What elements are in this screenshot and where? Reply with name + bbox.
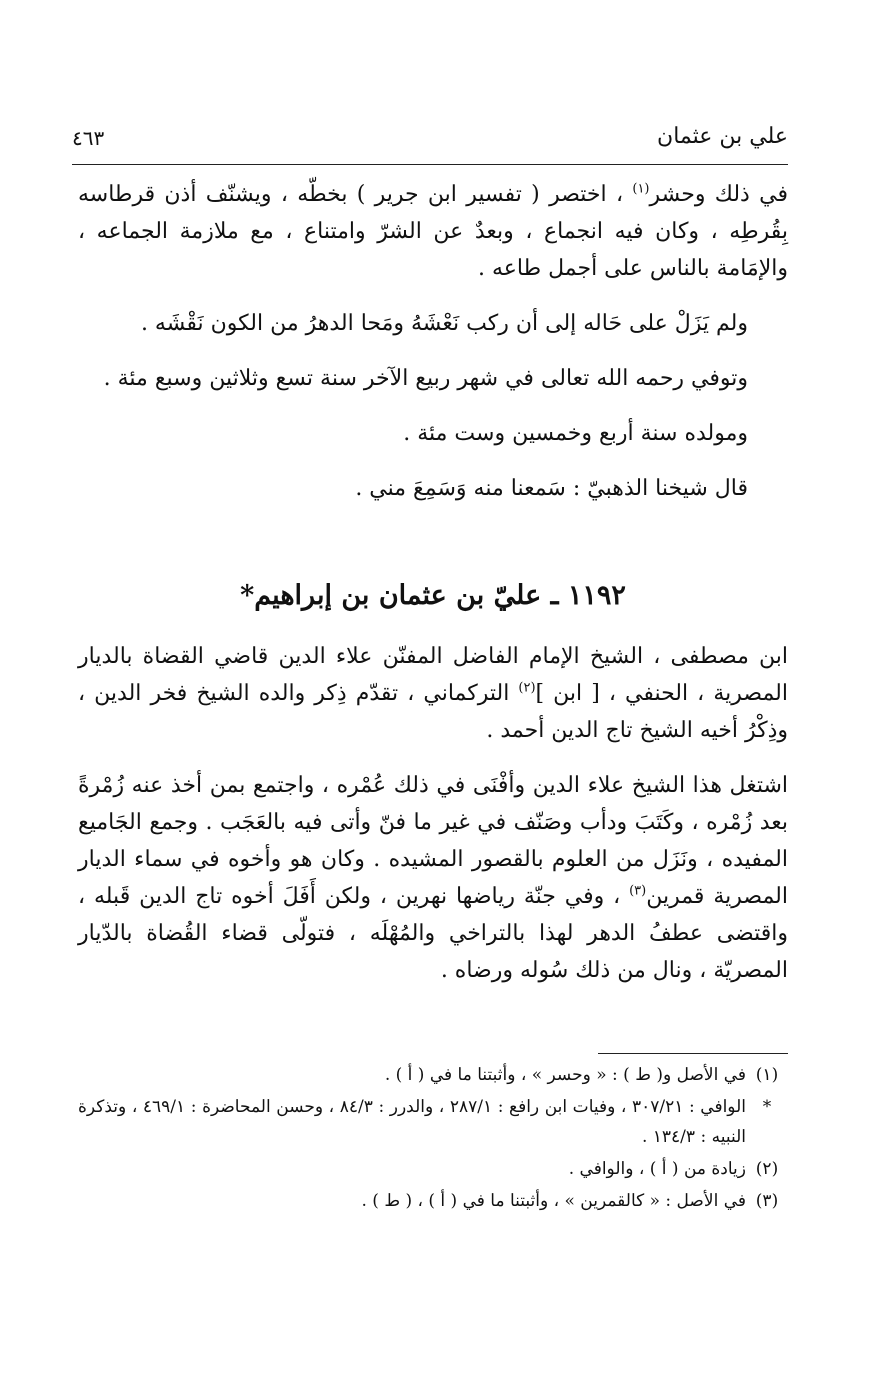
footnote-rule (598, 1053, 788, 1054)
footnote-mark: (٢) (755, 1159, 779, 1179)
intro-paragraph-5: قال شيخنا الذهبيّ : سَمعنا منه وَسَمِعَ مني . (355, 476, 748, 501)
footnote-mark: * (762, 1097, 772, 1117)
text-run: ، اختصر ( تفسير ابن جرير ) بخطّه ، ويشنّف أذن قرطاسه بِقُرطِه ، وكان فيه انجماع ، وبعدٌ عن الشرّ وامتناع ، مع ملازمة الجماعه ، والإمَامة بالناس على أجمل طاعه . (78, 182, 788, 281)
footnote-text: زيادة من ( أ ) ، والوافي . (568, 1159, 746, 1179)
intro-paragraph-3: وتوفي رحمه الله تعالى في شهر ربيع الآخر سنة تسع وثلاثين وسبع مئة . (103, 366, 748, 391)
footnote-ref-1: (١) (632, 181, 650, 197)
bio-paragraph-2 (78, 767, 788, 989)
footnote (78, 1154, 788, 1184)
footnotes (78, 1060, 788, 1218)
intro-paragraph-2: ولم يَزَلْ على حَاله إلى أن ركب نَعْشَهُ ومَحا الدهرُ من الكون نَقْشَه . (140, 311, 748, 336)
footnote (78, 1186, 788, 1216)
text-run: في ذلك وحشر (649, 182, 788, 207)
footnote (78, 1092, 788, 1152)
footnote-text: الوافي : ٣٠٧/٢١ ، وفيات ابن رافع : ٢٨٧/١ ، والدرر : ٨٤/٣ ، وحسن المحاضرة : ٤٦٩/١ ، وتذكرة النبيه : ١٣٤/٣ . (78, 1097, 746, 1147)
intro-text (78, 176, 788, 507)
footnote-ref-2: (٢) (518, 680, 536, 696)
page-number: ٤٦٣ (72, 126, 105, 150)
header-rule (72, 164, 788, 165)
footnote-mark: (٣) (755, 1191, 779, 1211)
text-run: ابن مصطفى ، الشيخ الإمام الفاضل المفنّن علاء الدين قاضي القضاة بالديار المصرية ، الحنفي ، [ ابن ] (78, 644, 788, 706)
footnote-text: في الأصل و( ط ) : « وحسر » ، وأثبتنا ما في ( أ ) . (384, 1065, 746, 1085)
bio-paragraph-1 (78, 638, 788, 749)
footnote (78, 1060, 788, 1090)
page-header (72, 122, 788, 162)
intro-paragraph-4: ومولده سنة أربع وخمسين وست مئة . (403, 421, 748, 446)
intro-paragraph-1 (78, 176, 788, 287)
text-run: ، وفي جنّة رياضها نهرين ، ولكن أَفَلَ أخوه تاج الدين قَبله ، واقتضى عطفُ الدهر لهذا بالتراخي والمُهْلَه ، فتولّى قضاء القُضاة بالدّيار المصريّة ، ونال من ذلك سُوله ورضاه . (78, 884, 788, 983)
text-run: اشتغل هذا الشيخ علاء الدين وأفْنَى في ذلك عُمْره ، واجتمع بمن أخذ عنه زُمْرةً بعد زُمْره ، وكَتَبَ ودأب وصَنّف في غير ما فنّ وأتى فيه بالعَجَب . وجمع الجَاميع المفيده ، ونَزَل من العلوم بالقصور المشيده . وكان هو وأخوه في سماء الديار المصرية قمرين (78, 773, 788, 909)
biography-text (78, 638, 788, 989)
entry-heading: ١١٩٢ ـ عليّ بن عثمان بن إبراهيم* (240, 580, 626, 611)
text-run: التركماني ، تقدّم ذِكر والده الشيخ فخر الدين ، وذِكْرُ أخيه الشيخ تاج الدين أحمد . (78, 681, 788, 743)
footnote-text: في الأصل : « كالقمرين » ، وأثبتنا ما في ( أ ) ، ( ط ) . (361, 1191, 746, 1211)
running-title: علي بن عثمان (657, 124, 788, 149)
footnote-mark: (١) (755, 1065, 779, 1085)
footnote-ref-3: (٣) (629, 883, 647, 899)
